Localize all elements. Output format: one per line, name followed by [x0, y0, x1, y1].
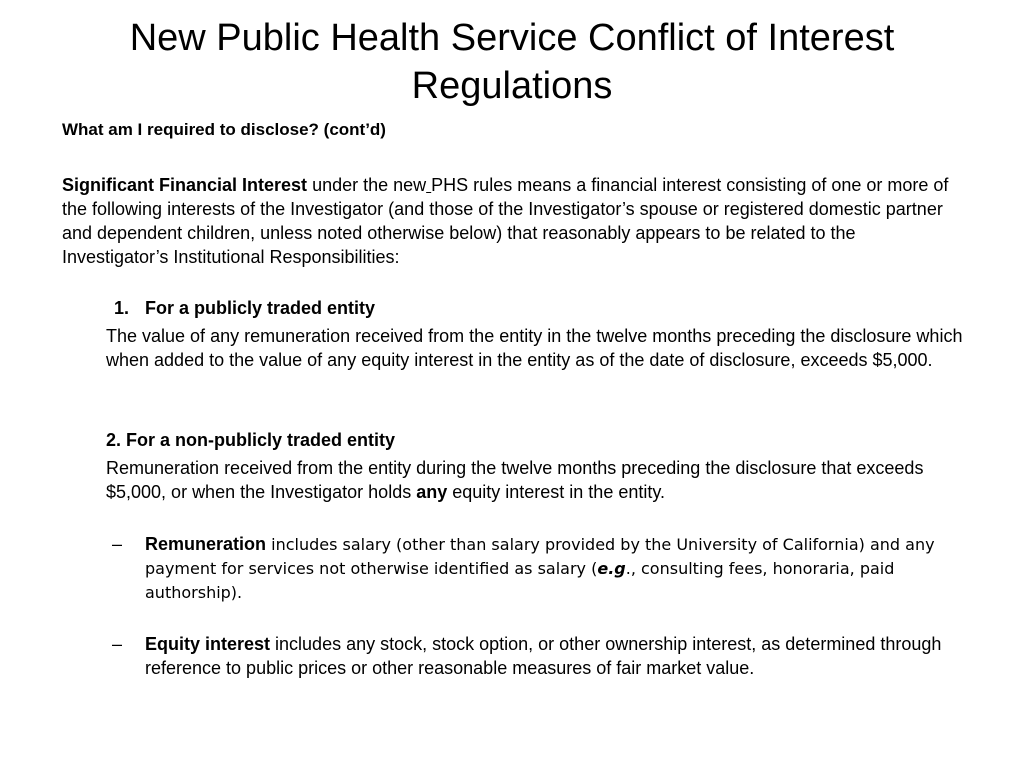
- intro-text-a: under the new: [307, 175, 427, 195]
- bullet1-text-a: includes salary (other than salary provided by the University of California) and any payment for services not otherwise identified as salary (: [145, 535, 935, 578]
- intro-text-b: PHS rules means a financial interest consisting of one or more of the following interests of the Investigator (and those of the Investigator’s spouse or registered domestic partner and dependent children, unless noted otherwise below) that reasonably appears to be related to the Investigator’s Institutional Responsibilities:: [62, 175, 949, 267]
- bullet1-text-b: ., consulting fees, honoraria, paid authorship).: [145, 559, 895, 602]
- item2-body: [106, 456, 966, 504]
- bullet1-italic: e.g: [597, 559, 626, 578]
- intro-term: Significant Financial Interest: [62, 175, 308, 195]
- bullet1-dash: –: [112, 534, 123, 554]
- bullet1-term: Remuneration: [145, 534, 267, 554]
- item1-number: 1.: [114, 298, 130, 318]
- subheading: What am I required to disclose? (cont’d): [62, 120, 386, 139]
- item1-body: The value of any remuneration received from the entity in the twelve months preceding the disclosure which when added to the value of any equity interest in the entity as of the date of disclosure, exceeds $5,000.: [106, 326, 963, 370]
- item2-body-b: equity interest in the entity.: [447, 482, 666, 502]
- slide-title: New Public Health Service Conflict of Interest Regulations: [129, 17, 895, 107]
- bullet2-dash: –: [112, 634, 123, 654]
- bullet2-term: Equity interest: [145, 634, 271, 654]
- bullet1-text: [145, 532, 965, 605]
- bullet2-text: [145, 632, 965, 680]
- bullet2-text-a: includes any stock, stock option, or other ownership interest, as determined through reference to public prices or other reasonable measures of fair market value.: [145, 634, 942, 678]
- intro-paragraph: [62, 173, 962, 269]
- item1-heading: For a publicly traded entity: [145, 298, 376, 318]
- item2-body-a: Remuneration received from the entity during the twelve months preceding the disclosure that exceeds $5,000, or when the Investigator holds: [106, 458, 924, 502]
- item2-body-bold: any: [416, 482, 448, 502]
- item2-heading: 2. For a non-publicly traded entity: [106, 430, 396, 450]
